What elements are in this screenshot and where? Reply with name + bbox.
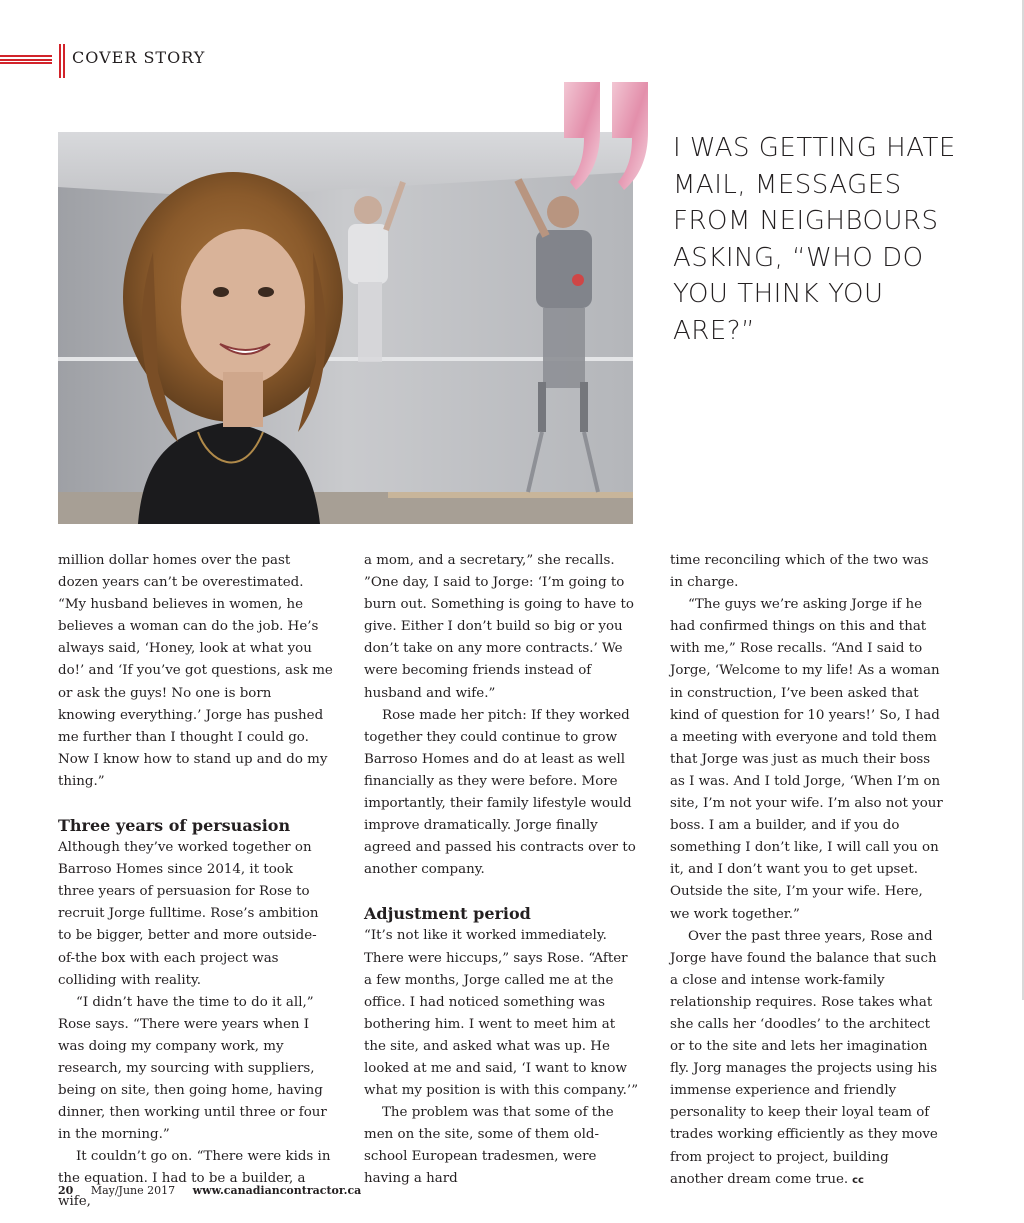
website-link[interactable]: www.canadiancontractor.ca bbox=[192, 1184, 362, 1197]
pull-quote: I WAS GETTING HATE MAIL, MESSAGES FROM NEIGHBOURS ASKING, “WHO DO YOU THINK YOU ARE?” bbox=[673, 133, 956, 346]
header-rule bbox=[0, 55, 52, 64]
article-column-2 bbox=[364, 550, 639, 1191]
paragraph: “The guys we’re asking Jorge if he had confirmed things on this and that with me,” Rose recalls. “And I said to Jorge, ‘Welcome to my life! As a woman in construction, I’ve been asked that kind of question for 10 years!’ So, I had a meeting with everyone and told them that Jorge was just as much their boss as I was. And I told Jorge, ‘When I’m on site, I’m not your wife. I’m also not your boss. I am a builder, and if you do something I don’t like, I will call you on it, and I don’t want you to get upset. Outside the site, I’m your wife. Here, we work together.” bbox=[670, 597, 943, 922]
quote-mark-icon bbox=[560, 82, 656, 192]
paragraph: time reconciling which of the two was in charge. bbox=[670, 553, 929, 591]
cover-photo bbox=[58, 132, 633, 524]
issue-date: May/June 2017 bbox=[90, 1184, 176, 1197]
subheading: Three years of persuasion bbox=[58, 816, 291, 836]
paragraph: It couldn’t go on. “There were kids in the equation. I had to be a builder, a wife, bbox=[58, 1149, 331, 1209]
article-column-1 bbox=[58, 550, 333, 1213]
header-rule-vertical bbox=[63, 44, 65, 78]
paragraph: a mom, and a secretary,” she recalls. ”One day, I said to Jorge: ‘I’m going to burn out. Something is going to have to give. Either I don’t build so big or you don’t take on any more contracts.’ We were becoming friends instead of husband and wife.” bbox=[364, 553, 634, 701]
paragraph: Rose made her pitch: If they worked together they could continue to grow Barroso Homes and do at least as well financially as they were before. More importantly, their family lifestyle would improve dramatically. Jorge finally agreed and passed his contracts over to another company. bbox=[364, 707, 636, 878]
paragraph bbox=[670, 926, 945, 1192]
paragraph: million dollar homes over the past dozen years can’t be overestimated. “My husband believes in women, he believes a woman can do the job. He’s always said, ‘Honey, look at what you do!’ and ‘If you’ve got questions, ask me or ask the guys! No one is born knowing everything.’ Jorge has pushed me further than I thought I could go. Now I know how to stand up and do my thing.” bbox=[58, 553, 333, 789]
article-column-3 bbox=[670, 550, 945, 1192]
paragraph: “It’s not like it worked immediately. There were hiccups,” says Rose. “After a few months, Jorge called me at the office. I had noticed something was bothering him. I went to meet him at the site, and asked what was up. He looked at me and said, ‘I want to know what my position is with this company.’” bbox=[364, 928, 639, 1099]
paragraph: “I didn’t have the time to do it all,” Rose says. “There were years when I was doing my company work, my research, my sourcing with suppliers, being on site, then going home, having dinner, then working until three or four in the morning.” bbox=[58, 994, 327, 1143]
subheading: Adjustment period bbox=[364, 904, 531, 924]
header-rule-vertical bbox=[59, 44, 61, 78]
section-label: COVER STORY bbox=[72, 48, 206, 67]
page-footer bbox=[58, 1184, 361, 1197]
paragraph-text: Over the past three years, Rose and Jorge have found the balance that such a close and intense work-family relationship requires. Rose takes what she calls her ‘doodles’ to the architect or to the site and lets her imagination fly. Jorg manages the projects using his immense experience and friendly personality to keep their loyal team of trades working efficiently as they move from project to project, building another dream come true. bbox=[670, 928, 938, 1187]
page-number: 20 bbox=[58, 1184, 74, 1197]
end-mark: cc bbox=[852, 1174, 864, 1186]
paragraph: Although they’ve worked together on Barroso Homes since 2014, it took three years of persuasion for Rose to recruit Jorge fulltime. Rose’s ambition to be bigger, better and more outside-of-the box with each project was colliding with reality. bbox=[58, 840, 319, 988]
paragraph: The problem was that some of the men on the site, some of them old-school European tradesmen, were having a hard bbox=[364, 1105, 614, 1187]
